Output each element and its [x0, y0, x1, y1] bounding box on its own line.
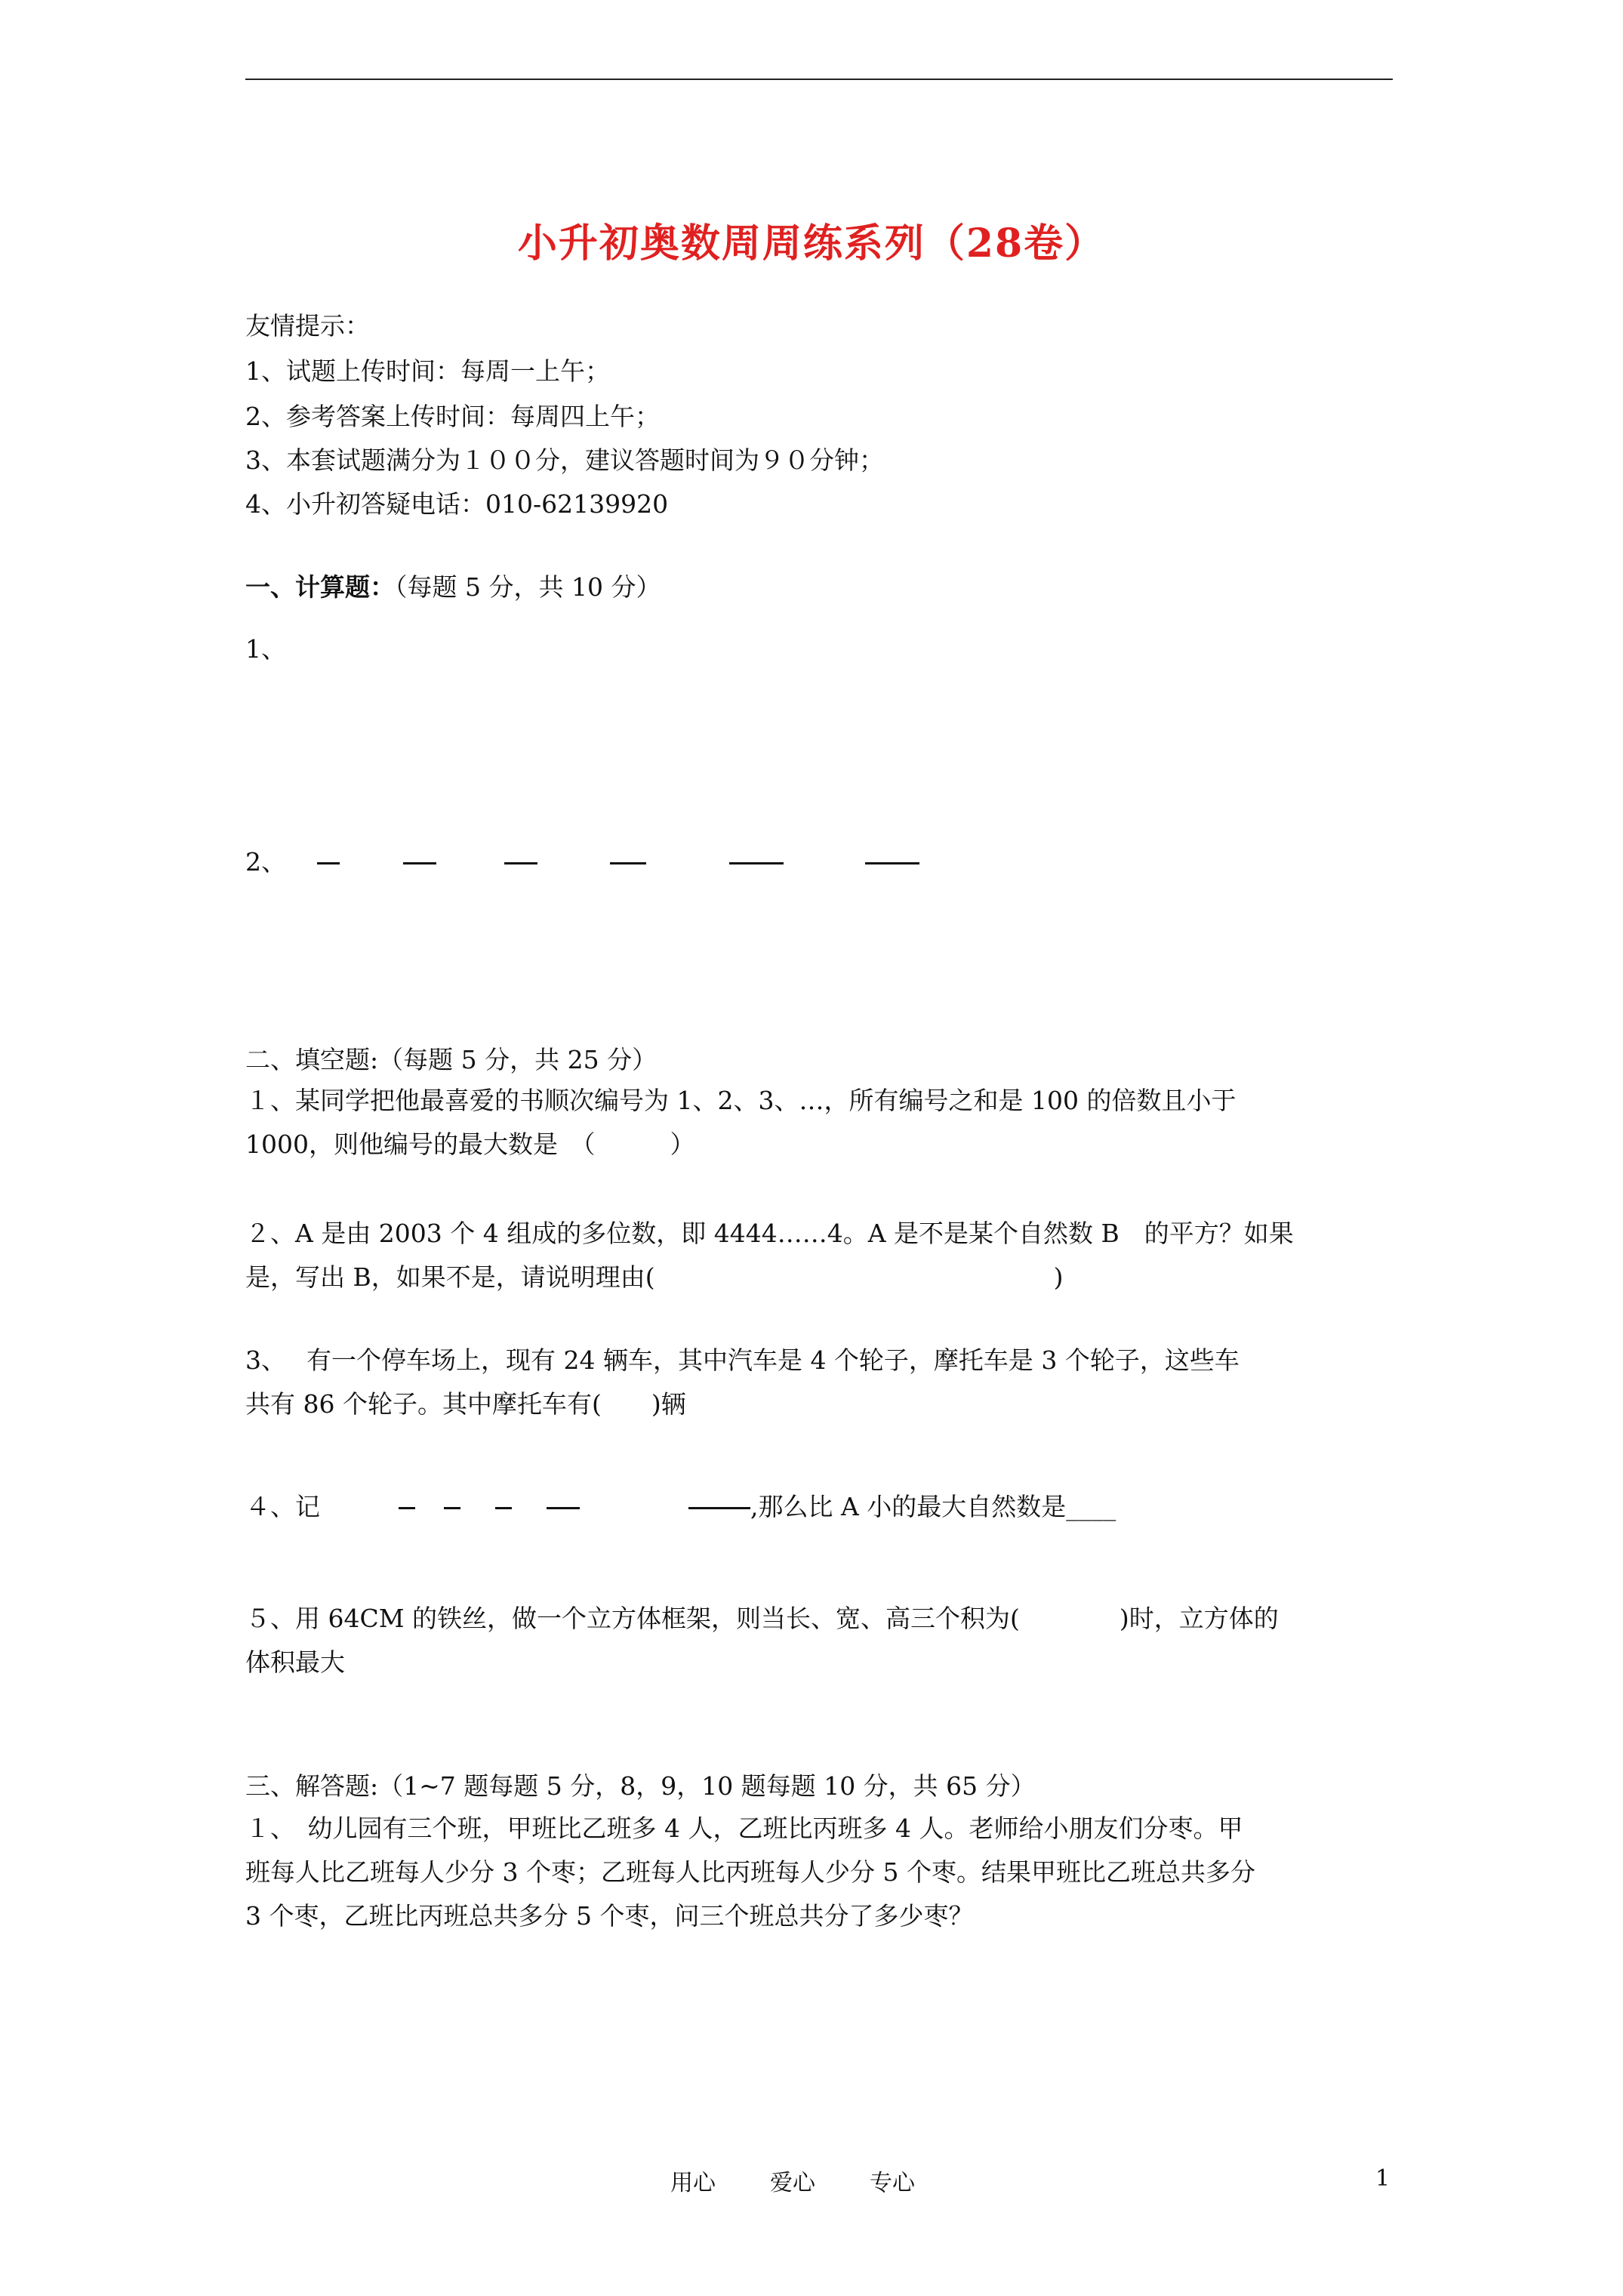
- fraction-bar: [865, 862, 919, 864]
- fraction-bar: [504, 862, 537, 864]
- footer-motto: 用心: [670, 2170, 716, 2196]
- section2-q4-suffix: ,那么比 A 小的最大自然数是____: [750, 1492, 1116, 1521]
- section2-q5-line: ５、用 64CM 的铁丝，做一个立方体框架，则当长、宽、高三个积为( )时，立方体的: [245, 1604, 1279, 1633]
- section3-q1-line: １、 幼儿园有三个班，甲班比乙班多 4 人，乙班比丙班多 4 人。老师给小朋友们分枣。甲: [245, 1814, 1243, 1843]
- tips-heading: 友情提示：: [245, 311, 370, 341]
- header-rule: [245, 79, 1393, 80]
- tip-item: 1、试题上传时间：每周一上午；: [245, 356, 610, 386]
- page-number: 1: [1375, 2165, 1390, 2192]
- section2-q2-line: ２、A 是由 2003 个 4 组成的多位数，即 4444……4。A 是不是某个自然数 B 的平方？如果: [245, 1219, 1294, 1248]
- section1-q1: 1、: [245, 634, 286, 664]
- tip-item: 4、小升初答疑电话：010-62139920: [245, 489, 669, 519]
- section1-label: 一、计算题：: [245, 572, 395, 602]
- footer-motto: 专心: [870, 2170, 915, 2196]
- section2-q2-line: 是，写出 B，如果不是，请说明理由( ): [245, 1262, 1064, 1292]
- fraction-bar: [688, 1507, 750, 1509]
- section3-q1-line: 班每人比乙班每人少分 3 个枣；乙班每人比丙班每人少分 5 个枣。结果甲班比乙班总共多分: [245, 1857, 1255, 1887]
- section2-q1-line: 1000，则他编号的最大数是 （ ）: [245, 1130, 695, 1159]
- section3-note: （1~7 题每题 5 分，8，9，10 题每题 10 分，共 65 分）: [378, 1771, 1036, 1801]
- section2-q3-line: 3、 有一个停车场上，现有 24 辆车，其中汽车是 4 个轮子，摩托车是 3 个轮子，这些车: [245, 1345, 1240, 1375]
- section2-heading: [245, 1043, 657, 1077]
- fraction-bar: [547, 1507, 580, 1509]
- section2-q5-line: 体积最大: [245, 1647, 345, 1677]
- section1-q2: 2、: [245, 847, 286, 877]
- fraction-bar: [495, 1507, 512, 1509]
- section1-heading: [245, 571, 661, 604]
- fraction-bar: [403, 862, 436, 864]
- page-title: 小升初奥数周周练系列（28卷）: [517, 220, 1106, 267]
- fraction-bar: [399, 1507, 415, 1509]
- section2-note: （每题 5 分，共 25 分）: [378, 1045, 658, 1074]
- fraction-bar: [729, 862, 784, 864]
- section2-label: 二、填空题:: [245, 1045, 379, 1074]
- section2-q1-line: １、某同学把他最喜爱的书顺次编号为 1、2、3、…，所有编号之和是 100 的倍数且小于: [245, 1086, 1236, 1115]
- section1-note: （每题 5 分，共 10 分）: [395, 572, 661, 602]
- tip-item: 3、本套试题满分为１００分，建议答题时间为９０分钟；: [245, 445, 884, 475]
- fraction-bar: [444, 1507, 460, 1509]
- section3-label: 三、解答题:: [245, 1771, 379, 1801]
- section2-q4-prefix: ４、记: [245, 1492, 320, 1521]
- section3-heading: [245, 1770, 1036, 1803]
- footer-motto: 爱心: [770, 2170, 815, 2196]
- fraction-bar: [317, 862, 340, 864]
- tip-item: 2、参考答案上传时间：每周四上午；: [245, 402, 660, 431]
- section2-q3-line: 共有 86 个轮子。其中摩托车有( )辆: [245, 1389, 686, 1419]
- section3-q1-line: 3 个枣，乙班比丙班总共多分 5 个枣，问三个班总共分了多少枣？: [245, 1901, 974, 1931]
- fraction-bar: [610, 862, 646, 864]
